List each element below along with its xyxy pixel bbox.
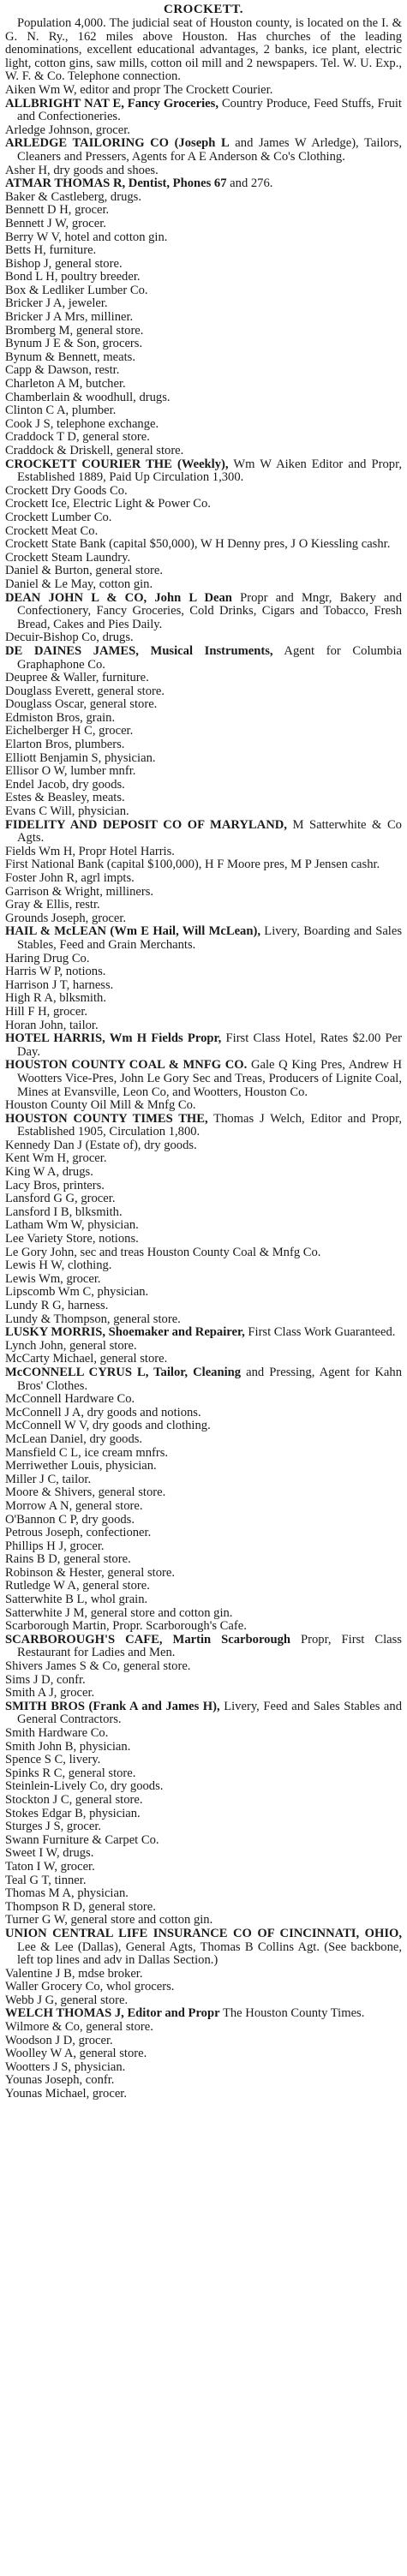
entry-text: Kennedy Dan J (Estate of), dry goods. <box>5 1138 197 1152</box>
entry-text: McConnell W V, dry goods and clothing. <box>5 1419 211 1433</box>
entry-text: Betts H, furniture. <box>5 243 97 258</box>
entry-text: Bricker J A Mrs, milliner. <box>5 310 134 325</box>
entry-text: Woodson J D, grocer. <box>5 2033 113 2047</box>
entry-text: High R A, blksmith. <box>5 991 106 1006</box>
entry-text: Cook J S, telephone exchange. <box>5 416 159 431</box>
entry-text: and 276. <box>226 176 273 191</box>
directory-entry <box>5 1874 402 1888</box>
entry-text: Taton I W, grocer. <box>5 1859 95 1874</box>
directory-entry <box>5 258 402 272</box>
entry-text: Eichelberger H C, grocer. <box>5 724 134 738</box>
entry-text: Webb J G, general store. <box>5 1993 129 2007</box>
entry-text: Crockett Steam Laundry. <box>5 550 131 565</box>
entry-text: McConnell J A, dry goods and notions. <box>5 1405 201 1419</box>
entry-text: Rutledge W A, general store. <box>5 1579 150 1593</box>
directory-entry <box>5 858 402 872</box>
directory-entry <box>5 645 402 672</box>
entry-bold-name: ARLEDGE TAILORING CO (Joseph L <box>5 136 230 151</box>
directory-entry <box>5 378 402 391</box>
directory-entry <box>5 1808 402 1821</box>
entry-text: O'Bannon C P, dry goods. <box>5 1512 135 1527</box>
entry-text: Stokes Edgar B, physician. <box>5 1806 141 1820</box>
directory-entry <box>5 752 402 766</box>
directory-entry <box>5 1887 402 1901</box>
directory-entry <box>5 164 402 178</box>
entry-text: Endel Jacob, dry goods. <box>5 777 125 792</box>
entry-text: Craddock T D, general store. <box>5 430 150 445</box>
entry-text: Douglass Everett, general store. <box>5 684 165 698</box>
entry-bold-name: ATMAR THOMAS R, Dentist, Phones 67 <box>5 176 227 191</box>
entry-bold-name: LUSKY MORRIS, Shoemaker and Repairer, <box>5 1325 245 1340</box>
directory-entry <box>5 137 402 164</box>
directory-entry <box>5 98 402 124</box>
entry-text: Lacy Bros, printers. <box>5 1178 105 1192</box>
directory-entry <box>5 899 402 912</box>
directory-entry <box>5 1206 402 1220</box>
directory-entry <box>5 1527 402 1540</box>
entry-text: Ellisor O W, lumber mnfr. <box>5 764 136 779</box>
directory-entry <box>5 1820 402 1834</box>
directory-entry <box>5 1914 402 1928</box>
entry-text: Harris W P, notions. <box>5 965 106 979</box>
directory-entry <box>5 391 402 405</box>
entry-text: Berry W V, hotel and cotton gin. <box>5 230 168 244</box>
entry-text: Merriwether Louis, physician. <box>5 1459 157 1473</box>
entry-text: Crockett Dry Goods Co. <box>5 483 128 498</box>
directory-entry <box>5 1634 402 1660</box>
entry-text: Teal G T, tinner. <box>5 1873 87 1887</box>
directory-entry <box>5 1500 402 1514</box>
entry-text: Lipscomb Wm C, physician. <box>5 1285 149 1300</box>
entry-bold-name: UNION CENTRAL LIFE INSURANCE CO OF CINCINNATI, OHIO, <box>5 1926 402 1940</box>
directory-entry <box>5 1152 402 1166</box>
directory-entry <box>5 992 402 1006</box>
entry-text: First National Bank (capital $100,000), H F Moore pres, M P Jensen cashr. <box>5 858 380 872</box>
entry-text: Decuir-Bishop Co, drugs. <box>5 631 134 645</box>
entry-text: Elarton Bros, plumbers. <box>5 738 125 752</box>
entry-text: Satterwhite B L, whol grain. <box>5 1593 148 1607</box>
entry-text: Kent Wm H, grocer. <box>5 1151 107 1166</box>
entry-bold-name: DE DAINES JAMES, Musical Instruments, <box>5 643 273 658</box>
directory-entry <box>5 1366 402 1393</box>
entry-text: Wm W Aiken Editor and Propr, Established 1889, Paid Up Circulation 1,300. <box>17 457 402 485</box>
directory-entry <box>5 1567 402 1581</box>
directory-entry <box>5 953 402 966</box>
directory-entry <box>5 218 402 231</box>
directory-entry <box>5 485 402 499</box>
entry-text: Harrison J T, harness. <box>5 977 114 992</box>
directory-entry <box>5 1540 402 1554</box>
entry-text: Houston County Oil Mill & Mnfg Co. <box>5 1098 196 1113</box>
directory-entry <box>5 1928 402 1968</box>
directory-entry <box>5 1113 402 1139</box>
entry-text: Propr, First Class Restaurant for Ladies and Men. <box>17 1632 402 1660</box>
directory-entry <box>5 1180 402 1193</box>
directory-entry <box>5 1593 402 1607</box>
directory-entry <box>5 1032 402 1059</box>
entry-text: Elliott Benjamin S, physician. <box>5 750 156 765</box>
directory-entry <box>5 338 402 351</box>
entry-text: Smith Hardware Co. <box>5 1726 109 1740</box>
entry-text: Asher H, dry goods and shoes. <box>5 163 159 177</box>
entry-text: King W A, drugs. <box>5 1165 93 1180</box>
entry-text: Craddock & Driskell, general store. <box>5 444 184 457</box>
entry-text: Haring Drug Co. <box>5 951 90 965</box>
entry-bold-name: HOUSTON COUNTY TIMES THE, <box>5 1111 208 1126</box>
directory-entry <box>5 1233 402 1246</box>
entry-text: Younas Michael, grocer. <box>5 2087 127 2101</box>
entry-text: Gale Q King Pres, Andrew H Wootters Vice-Pres, John Le Gory Sec and Treas, Producers of Lignite Coal, Mines at Evansville, Leon Co, and Wootters, Houston Co. <box>17 1058 402 1099</box>
directory-entry <box>5 979 402 993</box>
entry-text: Lee & Lee (Dallas), General Agts, Thomas B Collins Agt. (See backbone, left top lines and adv in Dallas Section.) <box>17 1939 402 1968</box>
directory-entry <box>5 511 402 525</box>
directory-entry <box>5 498 402 511</box>
entry-text: Hill F H, grocer. <box>5 1004 88 1019</box>
entry-text: Steinlein-Lively Co, dry goods. <box>5 1779 164 1794</box>
entry-text: Bynum J E & Son, grocers. <box>5 337 143 351</box>
directory-entry <box>5 1607 402 1621</box>
directory-entry <box>5 404 402 418</box>
entry-text: Gray & Ellis, restr. <box>5 898 100 912</box>
directory-entry <box>5 1861 402 1874</box>
entry-text: Horan John, tailor. <box>5 1018 99 1032</box>
entry-text: M Satterwhite & Co Agts. <box>17 817 402 846</box>
directory-entry <box>5 1192 402 1206</box>
entry-bold-name: HOUSTON COUNTY COAL & MNFG CO. <box>5 1058 248 1073</box>
directory-entry <box>5 1553 402 1567</box>
entry-text: and Pressing, Agent for Kahn Bros' Clothes. <box>17 1365 402 1393</box>
directory-entry <box>5 525 402 539</box>
directory-entry <box>5 725 402 738</box>
directory-entry <box>5 325 402 338</box>
entry-text: Younas Joseph, confr. <box>5 2073 115 2088</box>
directory-entry <box>5 1019 402 1033</box>
entry-text: Sims J D, confr. <box>5 1672 86 1687</box>
directory-entry <box>5 738 402 752</box>
entry-text: Lundy R G, harness. <box>5 1299 109 1312</box>
entry-text: Crockett State Bank (capital $50,000), W H Denny pres, J O Kiessling cashr. <box>5 537 391 552</box>
directory-entry <box>5 1727 402 1741</box>
entry-bold-name: CROCKETT COURIER THE (Weekly), <box>5 457 229 471</box>
directory-entry <box>5 779 402 792</box>
entry-text: Morrow A N, general store. <box>5 1498 143 1513</box>
directory-entry <box>5 1393 402 1407</box>
directory-entry <box>5 1981 402 1994</box>
entry-text: Arledge Johnson, grocer. <box>5 123 130 137</box>
directory-entry <box>5 805 402 819</box>
directory-entry <box>5 1674 402 1688</box>
directory-entry <box>5 2047 402 2061</box>
entry-text: Agent for Columbia Graphaphone Co. <box>17 643 402 672</box>
directory-entry <box>5 1794 402 1808</box>
entry-text: Stockton J C, general store. <box>5 1792 143 1807</box>
directory-entry <box>5 1059 402 1099</box>
entry-text: Thomas M A, physician. <box>5 1886 129 1901</box>
entry-text: Sturges J S, grocer. <box>5 1820 102 1834</box>
entry-bold-name: HOTEL HARRIS, Wm H Fields Propr, <box>5 1031 222 1046</box>
directory-entry <box>5 631 402 645</box>
town-heading: CROCKETT. <box>164 3 243 16</box>
directory-entry <box>5 538 402 552</box>
directory-entry <box>5 231 402 245</box>
directory-entry <box>5 2061 402 2075</box>
entry-text: Chamberlain & woodhull, drugs. <box>5 390 171 404</box>
entry-text: Le Gory John, sec and treas Houston County Coal & Mnfg Co. <box>5 1245 321 1259</box>
entry-bold-name: ALLBRIGHT NAT E, Fancy Groceries, <box>5 96 218 111</box>
entry-text: Turner G W, general store and cotton gin. <box>5 1913 213 1928</box>
directory-entry <box>5 1968 402 1981</box>
directory-entry <box>5 1407 402 1420</box>
entry-text: Clinton C A, plumber. <box>5 403 117 418</box>
entry-text: Daniel & Le May, cotton gin. <box>5 577 153 591</box>
entry-text: Lansford I B, blksmith. <box>5 1204 123 1219</box>
directory-entry <box>5 578 402 592</box>
directory-entry <box>5 792 402 805</box>
entry-text: McLean Daniel, dry goods. <box>5 1431 143 1446</box>
directory-entry <box>5 1780 402 1794</box>
directory-entry <box>5 1901 402 1915</box>
directory-entry <box>5 1259 402 1273</box>
directory-entry <box>5 2088 402 2101</box>
entry-text: Mansfield C L, ice cream mnfrs. <box>5 1445 169 1460</box>
entry-text: Bennett D H, grocer. <box>5 203 110 218</box>
directory-entry <box>5 965 402 979</box>
directory-entry <box>5 1099 402 1113</box>
directory-entry <box>5 364 402 378</box>
entry-text: Thompson R D, general store. <box>5 1899 156 1914</box>
directory-entry <box>5 1700 402 1727</box>
entry-text: Miller J C, tailor. <box>5 1472 92 1486</box>
entry-text: Bennett J W, grocer. <box>5 216 106 230</box>
entry-text: Bricker J A, jeweler. <box>5 296 108 311</box>
entry-text: Fields Wm H, Propr Hotel Harris. <box>5 844 175 858</box>
entry-text: Wilmore & Co, general store. <box>5 2020 153 2035</box>
entry-text: Phillips H J, grocer. <box>5 1539 105 1553</box>
directory-entry <box>5 1139 402 1153</box>
directory-entry <box>5 1486 402 1500</box>
directory-entry <box>5 1473 402 1487</box>
directory-entry <box>5 1326 402 1340</box>
directory-entry <box>5 1273 402 1287</box>
directory-entry <box>5 351 402 365</box>
directory-entry <box>5 431 402 445</box>
directory-entry <box>5 458 402 485</box>
entry-text: Lynch John, general store. <box>5 1338 137 1353</box>
directory-entry <box>5 1994 402 2008</box>
directory-entry <box>5 244 402 258</box>
entry-text: Satterwhite J M, general store and cotton gin. <box>5 1605 233 1620</box>
entry-text: Lewis Wm, grocer. <box>5 1271 101 1286</box>
directory-entry <box>5 297 402 311</box>
directory-entry <box>5 1246 402 1260</box>
directory-entry <box>5 846 402 859</box>
entry-text: First Class Hotel, Rates $2.00 Per Day. <box>17 1031 402 1059</box>
directory-entry <box>5 1433 402 1447</box>
entry-text: Moore & Shivers, general store. <box>5 1485 166 1500</box>
entry-text: Bromberg M, general store. <box>5 323 144 338</box>
entry-text: Bynum & Bennett, meats. <box>5 350 136 364</box>
entry-bold-name: SCARBOROUGH'S CAFE, Martin Scarborough <box>5 1632 290 1647</box>
entry-bold-name: DEAN JOHN L & CO, John L Dean <box>5 590 232 605</box>
business-listing <box>5 84 402 2101</box>
entry-bold-name: SMITH BROS (Frank A and James H), <box>5 1699 220 1713</box>
entry-text: Smith A J, grocer. <box>5 1686 95 1700</box>
entry-text: Shivers James S & Co, general store. <box>5 1659 191 1674</box>
entry-text: Swann Furniture & Carpet Co. <box>5 1832 159 1847</box>
entry-text: Livery, Feed and Sales Stables and General Contractors. <box>17 1699 403 1727</box>
entry-text: The Houston County Times. <box>219 2006 365 2021</box>
directory-entry <box>5 1286 402 1300</box>
directory-entry <box>5 886 402 900</box>
directory-entry <box>5 712 402 726</box>
directory-entry <box>5 565 402 578</box>
directory-entry <box>5 124 402 138</box>
directory-entry <box>5 84 402 98</box>
directory-entry <box>5 271 402 284</box>
directory-entry <box>5 1300 402 1313</box>
entry-text: Evans C Will, physician. <box>5 804 129 819</box>
directory-entry <box>5 1166 402 1180</box>
directory-entry <box>5 204 402 218</box>
entry-text: Grounds Joseph, grocer. <box>5 911 127 925</box>
entry-bold-name: HAIL & McLEAN (Wm E Hail, Will McLean), <box>5 924 260 939</box>
entry-text: Edmiston Bros, grain. <box>5 710 116 725</box>
entry-text: Baker & Castleberg, drugs. <box>5 189 142 204</box>
entry-text: Country Produce, Feed Stuffs, Fruit and Confectioneries. <box>17 96 402 124</box>
entry-text: Bishop J, general store. <box>5 256 123 271</box>
directory-entry <box>5 912 402 926</box>
entry-text: Bond L H, poultry breeder. <box>5 270 141 284</box>
entry-text: Deupree & Waller, furniture. <box>5 671 149 685</box>
entry-text: Valentine J B, mdse broker. <box>5 1966 143 1981</box>
entry-text: Aiken Wm W, editor and propr The Crockett Courier. <box>5 82 273 97</box>
entry-text: Spinks R C, general store. <box>5 1766 136 1780</box>
entry-text: Charleton A M, butcher. <box>5 377 126 391</box>
directory-entry <box>5 311 402 325</box>
directory-entry <box>5 592 402 632</box>
entry-text: Foster John R, agrl impts. <box>5 871 135 885</box>
directory-entry <box>5 2035 402 2048</box>
directory-entry <box>5 819 402 846</box>
entry-text: Propr and Mngr, Bakery and Confectionery, Fancy Groceries, Cold Drinks, Cigars and Tobacco, Fresh Bread, Cakes and Pies Daily. <box>17 590 402 631</box>
directory-entry <box>5 1754 402 1767</box>
directory-entry <box>5 2074 402 2088</box>
directory-entry <box>5 1419 402 1433</box>
town-description: Population 4,000. The judicial seat of Houston county, is located on the I. & G. N. Ry., 162 miles above Houston. Has churches of the leading denominations, excellent educational advantages, 2 banks, ice plant, electric light, cotton gins, saw mills, cotton oil mill and 2 newspapers. Tel. W. U. Exp., W. F. & Co. Telephone connection. <box>5 16 402 84</box>
entry-bold-name: FIDELITY AND DEPOSIT CO OF MARYLAND, <box>5 817 287 832</box>
entry-text: Capp & Dawson, restr. <box>5 363 120 378</box>
entry-text: Petrous Joseph, confectioner. <box>5 1526 152 1540</box>
entry-text: Sweet I W, drugs. <box>5 1846 94 1861</box>
directory-entry <box>5 1353 402 1366</box>
entry-text: Estes & Beasley, meats. <box>5 791 125 805</box>
directory-entry <box>5 1580 402 1593</box>
directory-entry <box>5 1687 402 1700</box>
directory-entry <box>5 1447 402 1461</box>
entry-text: Rains B D, general store. <box>5 1552 131 1567</box>
directory-entry <box>5 1741 402 1754</box>
directory-entry <box>5 872 402 886</box>
entry-text: Robinson & Hester, general store. <box>5 1565 176 1580</box>
directory-entry <box>5 685 402 699</box>
directory-entry <box>5 2007 402 2021</box>
directory-entry <box>5 2021 402 2035</box>
entry-text: Lansford G G, grocer. <box>5 1192 116 1206</box>
directory-entry <box>5 552 402 565</box>
entry-text: Garrison & Wright, milliners. <box>5 884 154 899</box>
entry-text: Thomas J Welch, Editor and Propr, Established 1905, Circulation 1,800. <box>17 1111 402 1139</box>
directory-entry <box>5 672 402 685</box>
directory-entry <box>5 698 402 712</box>
directory-entry <box>5 177 402 191</box>
entry-text: Daniel & Burton, general store. <box>5 564 163 578</box>
directory-entry <box>5 418 402 432</box>
directory-entry <box>5 1660 402 1674</box>
directory-entry <box>5 284 402 298</box>
entry-text: Lundy & Thompson, general store. <box>5 1312 181 1326</box>
entry-text: Lee Variety Store, notions. <box>5 1232 139 1246</box>
entry-text: and James W Arledge), Tailors, Cleaners and Pressers, Agents for A E Anderson & Co's Clothing. <box>17 136 402 164</box>
directory-entry <box>5 1313 402 1327</box>
directory-entry <box>5 1834 402 1848</box>
entry-text: Woolley W A, general store. <box>5 2047 147 2061</box>
entry-text: Crockett Lumber Co. <box>5 510 112 524</box>
entry-text: Wootters J S, physician. <box>5 2059 126 2074</box>
directory-entry <box>5 1460 402 1473</box>
directory-entry <box>5 1847 402 1861</box>
entry-text: Crockett Ice, Electric Light & Power Co. <box>5 497 211 511</box>
entry-bold-name: McCONNELL CYRUS L, Tailor, Cleaning <box>5 1365 242 1379</box>
entry-text: Livery, Boarding and Sales Stables, Feed and Grain Merchants. <box>17 924 403 952</box>
entry-text: Box & Ledliker Lumber Co. <box>5 283 148 297</box>
entry-text: Lewis H W, clothing. <box>5 1258 112 1273</box>
directory-entry <box>5 1006 402 1019</box>
entry-text: Douglass Oscar, general store. <box>5 697 158 712</box>
directory-entry <box>5 445 402 458</box>
entry-bold-name: WELCH THOMAS J, Editor and Propr <box>5 2006 220 2021</box>
directory-entry <box>5 1340 402 1354</box>
directory-entry <box>5 1219 402 1233</box>
directory-entry <box>5 765 402 779</box>
entry-text: First Class Work Guaranteed. <box>244 1325 396 1340</box>
entry-text: Crockett Meat Co. <box>5 523 99 538</box>
directory-entry <box>5 1620 402 1634</box>
directory-entry <box>5 1767 402 1781</box>
directory-entry <box>5 191 402 205</box>
entry-text: Latham Wm W, physician. <box>5 1218 139 1233</box>
entry-text: McCarty Michael, general store. <box>5 1352 168 1366</box>
directory-entry <box>5 925 402 952</box>
entry-text: Scarborough Martin, Propr. Scarborough's Cafe. <box>5 1619 247 1634</box>
entry-text: Smith John B, physician. <box>5 1739 131 1754</box>
directory-entry <box>5 1514 402 1527</box>
entry-text: McConnell Hardware Co. <box>5 1392 135 1407</box>
entry-text: Spence S C, livery. <box>5 1753 101 1767</box>
entry-text: Waller Grocery Co, whol grocers. <box>5 1980 175 1994</box>
